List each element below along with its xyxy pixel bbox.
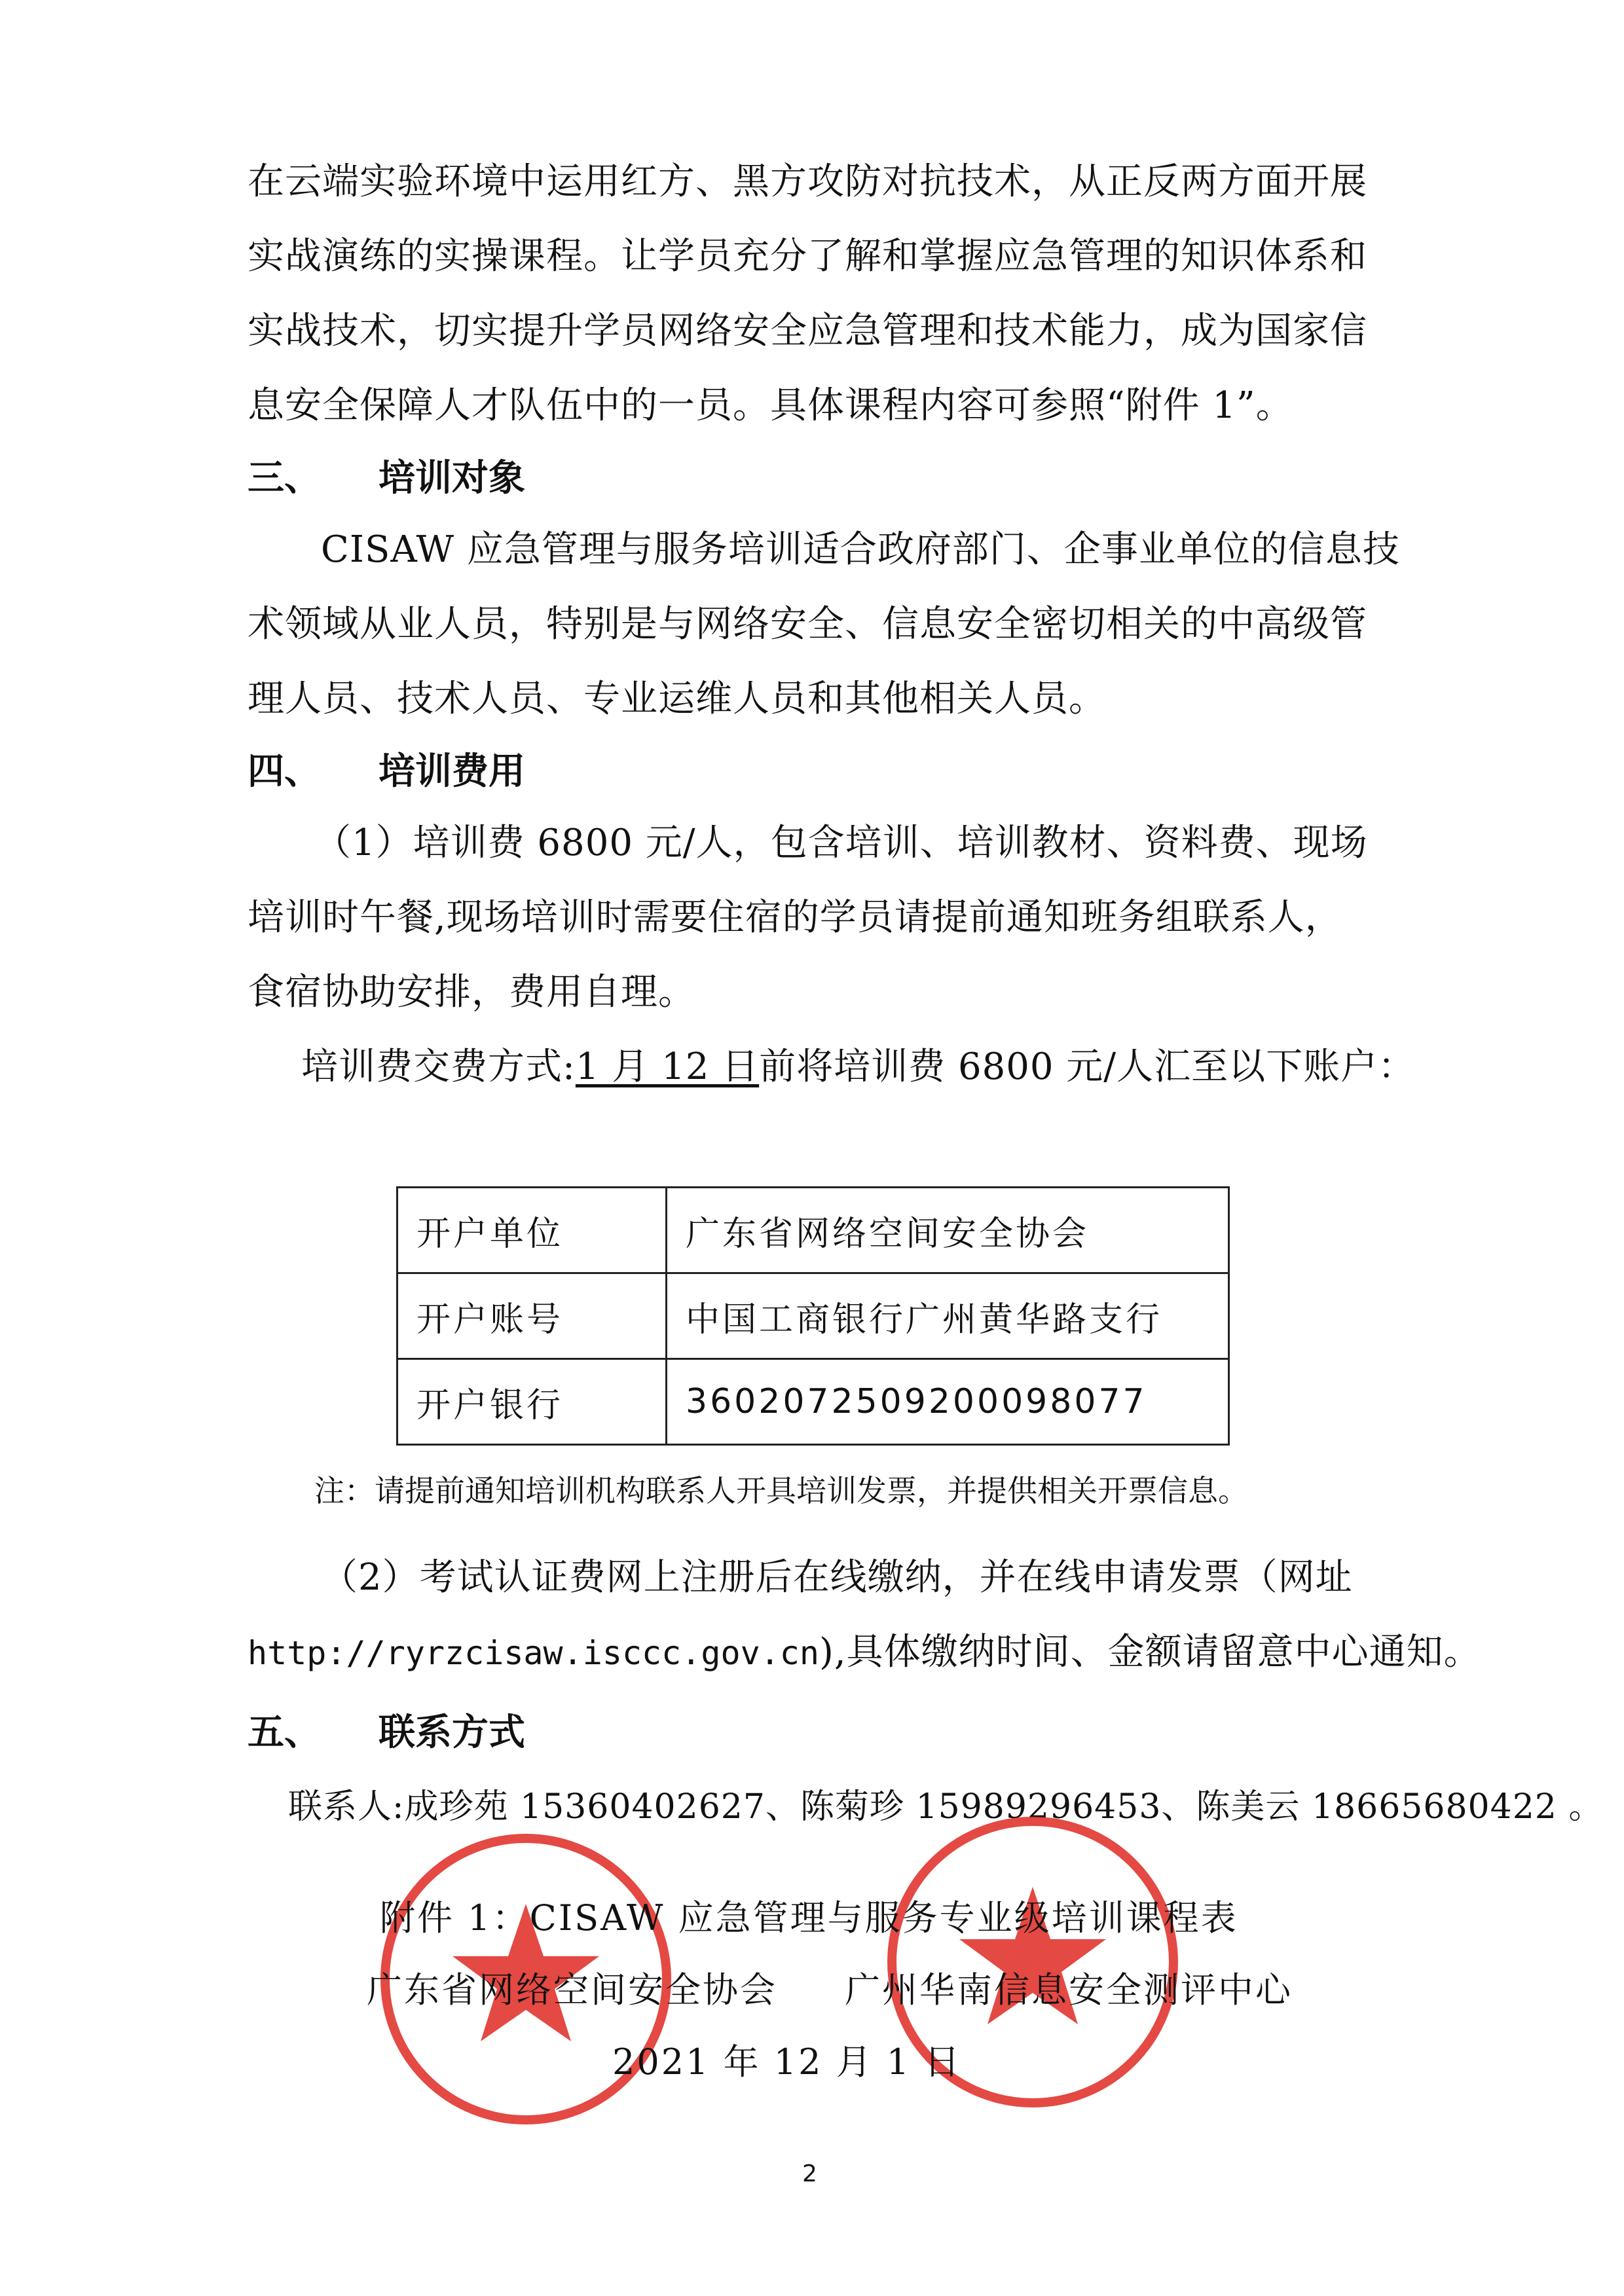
section-5-number: 五、 — [248, 1711, 321, 1754]
attachment-title: 附件 1：CISAW 应急管理与服务专业级培训课程表 — [380, 1897, 1238, 1939]
payment-method-line — [301, 1041, 1434, 1093]
account-value: 3602072509200098077 — [667, 1359, 1229, 1445]
section-5-title: 联系方式 — [378, 1711, 525, 1754]
intro-line-2: 实战演练的实操课程。让学员充分了解和掌握应急管理的知识体系和 — [248, 235, 1367, 278]
table-row — [397, 1359, 1229, 1445]
exam-fee-line-2 — [248, 1626, 1481, 1679]
section-4-heading — [248, 745, 525, 797]
section-3-line-3: 理人员、技术人员、专业运维人员和其他相关人员。 — [248, 678, 1106, 720]
section-4-title: 培训费用 — [378, 750, 525, 793]
account-value: 中国工商银行广州黄华路支行 — [667, 1273, 1229, 1359]
account-label: 开户账号 — [397, 1273, 667, 1359]
section-3-title: 培训对象 — [378, 456, 525, 500]
section-4-number: 四、 — [248, 750, 321, 793]
contacts-line: 联系人:成珍苑 15360402627、陈菊珍 15989296453、陈美云 18665680422 。 — [288, 1787, 1604, 1827]
payment-date: 1 月 12 日 — [575, 1046, 760, 1088]
section-3-heading — [248, 452, 525, 504]
exam-fee-tail: ),具体缴纳时间、金额请留意中心通知。 — [819, 1631, 1481, 1673]
section-4-line-2: 培训时午餐,现场培训时需要住宿的学员请提前通知班务组联系人， — [248, 896, 1342, 939]
document-date: 2021 年 12 月 1 日 — [612, 2041, 962, 2083]
section-3-number: 三、 — [248, 456, 321, 500]
section-5-heading — [248, 1706, 525, 1758]
table-row — [397, 1188, 1229, 1273]
account-label: 开户单位 — [397, 1188, 667, 1273]
signer-right: 广州华南信息安全测评中心 — [845, 1969, 1293, 2011]
payment-suffix: 前将培训费 6800 元/人汇至以下账户： — [759, 1046, 1416, 1088]
account-label: 开户银行 — [397, 1359, 667, 1445]
intro-line-3: 实战技术，切实提升学员网络安全应急管理和技术能力，成为国家信 — [248, 310, 1367, 352]
account-value: 广东省网络空间安全协会 — [667, 1188, 1229, 1273]
intro-line-1: 在云端实验环境中运用红方、黑方攻防对抗技术，从正反两方面开展 — [248, 160, 1367, 203]
account-table — [396, 1186, 1230, 1446]
signer-left: 广东省网络空间安全协会 — [367, 1969, 777, 2011]
page-number: 2 — [802, 2160, 817, 2187]
intro-line-4: 息安全保障人才队伍中的一员。具体课程内容可参照“附件 1”。 — [248, 384, 1293, 427]
table-row — [397, 1273, 1229, 1359]
exam-url-link[interactable]: http://ryrzcisaw.isccc.gov.cn — [248, 1634, 819, 1672]
section-3-line-1: CISAW 应急管理与服务培训适合政府部门、企事业单位的信息技 — [321, 528, 1400, 571]
section-4-line-3: 食宿协助安排，费用自理。 — [248, 971, 695, 1013]
section-3-line-2: 术领域从业人员，特别是与网络安全、信息安全密切相关的中高级管 — [248, 603, 1367, 646]
invoice-note: 注：请提前通知培训机构联系人开具培训发票，并提供相关开票信息。 — [314, 1473, 1248, 1508]
section-4-line-1: （1）培训费 6800 元/人，包含培训、培训教材、资料费、现场 — [314, 822, 1368, 864]
payment-prefix: 培训费交费方式: — [301, 1046, 576, 1088]
exam-fee-line-1: （2）考试认证费网上注册后在线缴纳，并在线申请发票（网址 — [321, 1556, 1353, 1599]
